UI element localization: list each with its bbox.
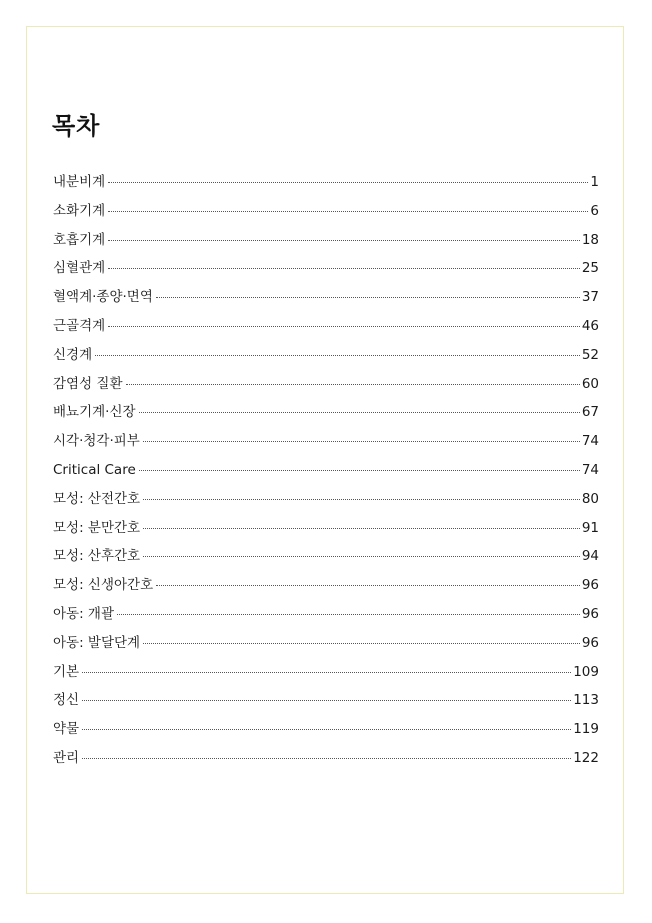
toc-dot-leader [143, 556, 580, 557]
toc-entry-label: 관리 [53, 749, 80, 766]
toc-entry-page: 122 [573, 749, 599, 766]
toc-entry[interactable] [53, 345, 599, 374]
toc-dot-leader [95, 355, 580, 356]
toc-entry[interactable] [53, 575, 599, 604]
toc-entry-label: 배뇨기계·신장 [53, 404, 136, 421]
toc-entry-label: Critical Care [53, 461, 136, 478]
toc-entry-page: 113 [573, 692, 599, 709]
toc-entry[interactable] [53, 518, 599, 547]
toc-entry-page: 80 [581, 490, 599, 507]
toc-entry-label: 심혈관계 [53, 260, 106, 277]
toc-dot-leader [82, 758, 571, 759]
toc-entry-label: 모성: 산전간호 [53, 490, 141, 507]
toc-entry[interactable] [53, 374, 599, 403]
toc-entry[interactable] [53, 258, 599, 287]
toc-entry[interactable] [53, 719, 599, 748]
toc-entry-label: 아동: 개괄 [53, 605, 115, 622]
toc-dot-leader [108, 240, 580, 241]
toc-dot-leader [82, 672, 571, 673]
toc-dot-leader [139, 412, 580, 413]
toc-entry-page: 91 [581, 519, 599, 536]
toc-entry-label: 소화기계 [53, 202, 106, 219]
toc-dot-leader [156, 297, 580, 298]
toc-entry[interactable] [53, 604, 599, 633]
toc-entry-page: 119 [573, 721, 599, 738]
toc-entry-label: 내분비계 [53, 174, 106, 190]
toc-entry-label: 신경계 [53, 346, 93, 363]
toc-dot-leader [117, 614, 580, 615]
toc-entry[interactable] [53, 546, 599, 575]
toc-entry-label: 시각·청각·피부 [53, 433, 140, 450]
toc-entry[interactable] [53, 662, 599, 691]
toc-dot-leader [139, 470, 580, 471]
toc-dot-leader [143, 528, 580, 529]
toc-entry-page: 46 [581, 317, 599, 334]
toc-entry-label: 혈액계·종양·면역 [53, 289, 153, 306]
toc-dot-leader [126, 384, 580, 385]
toc-entry[interactable] [53, 489, 599, 518]
toc-entry-page: 96 [581, 577, 599, 594]
toc-entry-label: 정신 [53, 692, 80, 709]
toc-entry-page: 67 [581, 404, 599, 421]
toc-entry[interactable] [53, 748, 599, 777]
toc-list [53, 172, 599, 777]
toc-dot-leader [108, 211, 588, 212]
toc-entry-label: 기본 [53, 663, 80, 680]
toc-dot-leader [143, 643, 580, 644]
toc-entry[interactable] [53, 287, 599, 316]
toc-entry-page: 74 [581, 461, 599, 478]
toc-entry-page: 52 [581, 346, 599, 363]
toc-dot-leader [143, 441, 580, 442]
toc-entry-page: 96 [581, 634, 599, 651]
toc-entry-page: 37 [581, 289, 599, 306]
toc-title: 목차 [52, 112, 101, 140]
toc-entry-label: 호흡기계 [53, 231, 106, 248]
toc-entry-label: 모성: 신생아간호 [53, 577, 154, 594]
toc-entry-label: 약물 [53, 721, 80, 738]
toc-entry-page: 6 [590, 202, 599, 219]
toc-entry-page: 109 [573, 663, 599, 680]
toc-entry-label: 근골격계 [53, 317, 106, 334]
toc-dot-leader [143, 499, 580, 500]
toc-entry[interactable] [53, 690, 599, 719]
toc-dot-leader [82, 700, 571, 701]
toc-entry-page: 18 [581, 231, 599, 248]
toc-entry-page: 25 [581, 260, 599, 277]
toc-dot-leader [108, 268, 580, 269]
toc-entry[interactable] [53, 201, 599, 230]
toc-entry-page: 60 [581, 375, 599, 392]
toc-dot-leader [108, 326, 580, 327]
toc-entry[interactable] [53, 230, 599, 259]
toc-entry-label: 모성: 산후간호 [53, 548, 141, 565]
toc-entry-label: 모성: 분만간호 [53, 519, 141, 536]
toc-entry-page: 74 [581, 433, 599, 450]
toc-entry[interactable] [53, 402, 599, 431]
toc-entry-label: 감염성 질환 [53, 375, 123, 392]
toc-entry[interactable] [53, 431, 599, 460]
toc-dot-leader [82, 729, 571, 730]
toc-entry-label: 아동: 발달단계 [53, 634, 141, 651]
toc-dot-leader [156, 585, 580, 586]
toc-entry[interactable] [53, 633, 599, 662]
toc-entry[interactable] [53, 316, 599, 345]
toc-entry-page: 94 [581, 548, 599, 565]
toc-entry-page: 1 [590, 174, 599, 190]
toc-entry[interactable] [53, 172, 599, 201]
toc-entry-page: 96 [581, 605, 599, 622]
toc-entry[interactable] [53, 460, 599, 489]
toc-dot-leader [108, 182, 588, 183]
